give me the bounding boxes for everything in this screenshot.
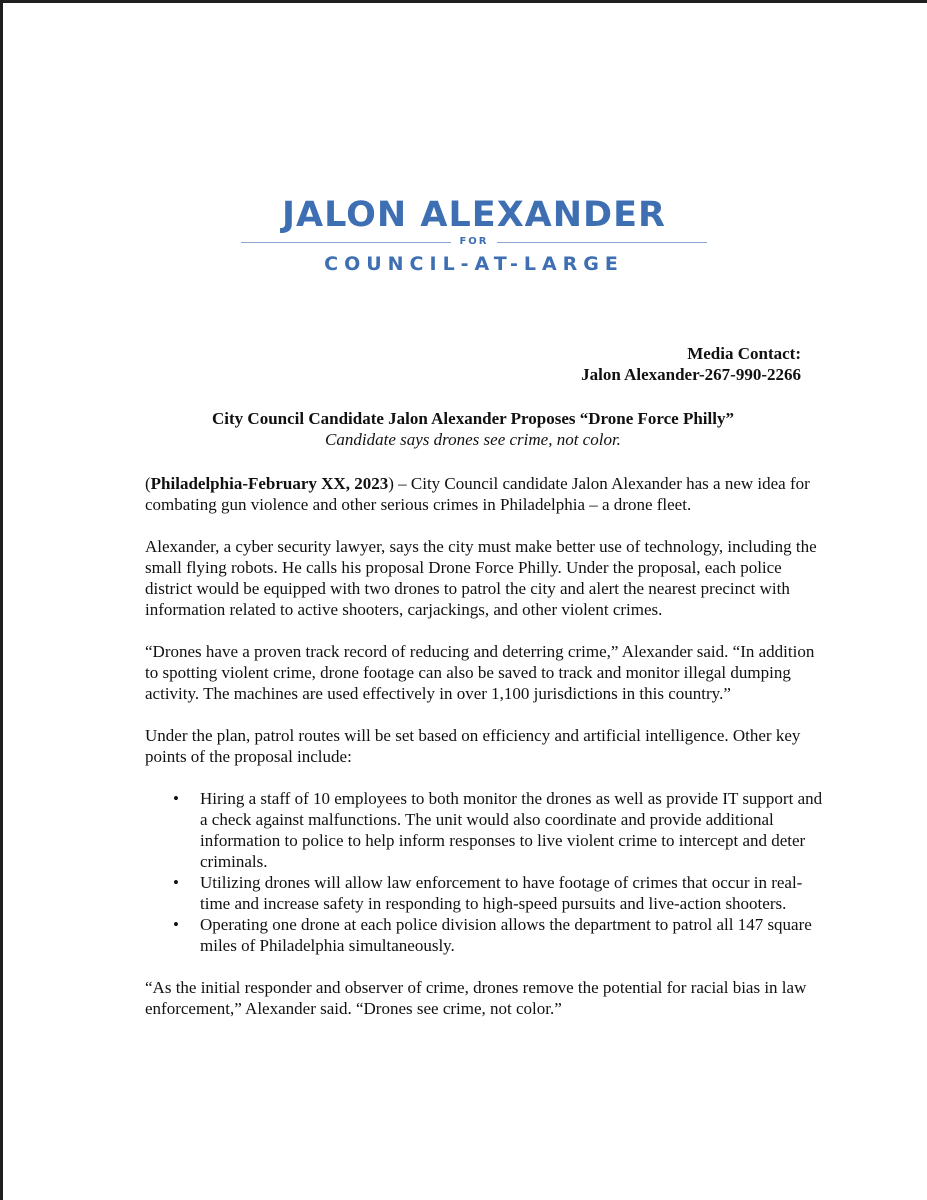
media-contact-value: Jalon Alexander-267-990-2266	[581, 365, 801, 384]
headline-subtitle: Candidate says drones see crime, not color.	[325, 430, 621, 449]
list-item	[145, 872, 825, 914]
key-points-list	[145, 788, 825, 956]
logo-for-row	[237, 235, 711, 249]
headline	[123, 408, 823, 450]
list-item	[145, 914, 825, 956]
logo-right-rule	[497, 242, 707, 243]
media-contact-label: Media Contact:	[687, 344, 801, 363]
list-item-text: Utilizing drones will allow law enforcement to have footage of crimes that occur in real-time and increase safety in responding to high-speed pursuits and live-action shooters.	[200, 873, 803, 913]
intro-paragraph	[145, 473, 825, 515]
dateline-close: )	[388, 474, 394, 493]
intro-text: – City Council candidate Jalon Alexander has a new idea for combating gun violence and other serious crimes in Philadelphia – a drone fleet.	[145, 474, 810, 514]
campaign-logo	[237, 193, 711, 277]
bullet-icon: •	[173, 789, 179, 808]
bullet-icon: •	[173, 915, 179, 934]
dateline: Philadelphia-February XX, 2023	[150, 474, 389, 493]
dateline-open: (	[145, 474, 151, 493]
article-body	[145, 473, 825, 1040]
logo-for-text: FOR	[459, 236, 489, 247]
closing-paragraph: “As the initial responder and observer of crime, drones remove the potential for racial bias in law enforcement,” Alexander said. “Drones see crime, not color.”	[145, 978, 807, 1018]
logo-candidate-name: JALON ALEXANDER	[282, 195, 666, 235]
logo-seat: COUNCIL-AT-LARGE	[324, 253, 624, 275]
list-item-text: Operating one drone at each police division allows the department to patrol all 147 square miles of Philadelphia simultaneously.	[200, 915, 812, 955]
list-item	[145, 788, 825, 872]
media-contact	[581, 343, 801, 385]
bullet-icon: •	[173, 873, 179, 892]
headline-title: City Council Candidate Jalon Alexander Proposes “Drone Force Philly”	[212, 409, 734, 428]
paragraph-3: “Drones have a proven track record of reducing and deterring crime,” Alexander said. “In addition to spotting violent crime, drone footage can also be saved to track and monitor illegal dumping activity. The machines are used effectively in over 1,100 jurisdictions in this country.”	[145, 642, 815, 703]
paragraph-4: Under the plan, patrol routes will be set based on efficiency and artificial intelligence. Other key points of the proposal include:	[145, 726, 801, 766]
list-item-text: Hiring a staff of 10 employees to both monitor the drones as well as provide IT support and a check against malfunctions. The unit would also coordinate and provide additional information to police to help inform responses to live violent crime to intercept and deter criminals.	[200, 789, 823, 871]
paragraph-2: Alexander, a cyber security lawyer, says the city must make better use of technology, including the small flying robots. He calls his proposal Drone Force Philly. Under the proposal, each police district would be equipped with two drones to patrol the city and alert the nearest precinct with information related to active shooters, carjackings, and other violent crimes.	[145, 537, 817, 619]
